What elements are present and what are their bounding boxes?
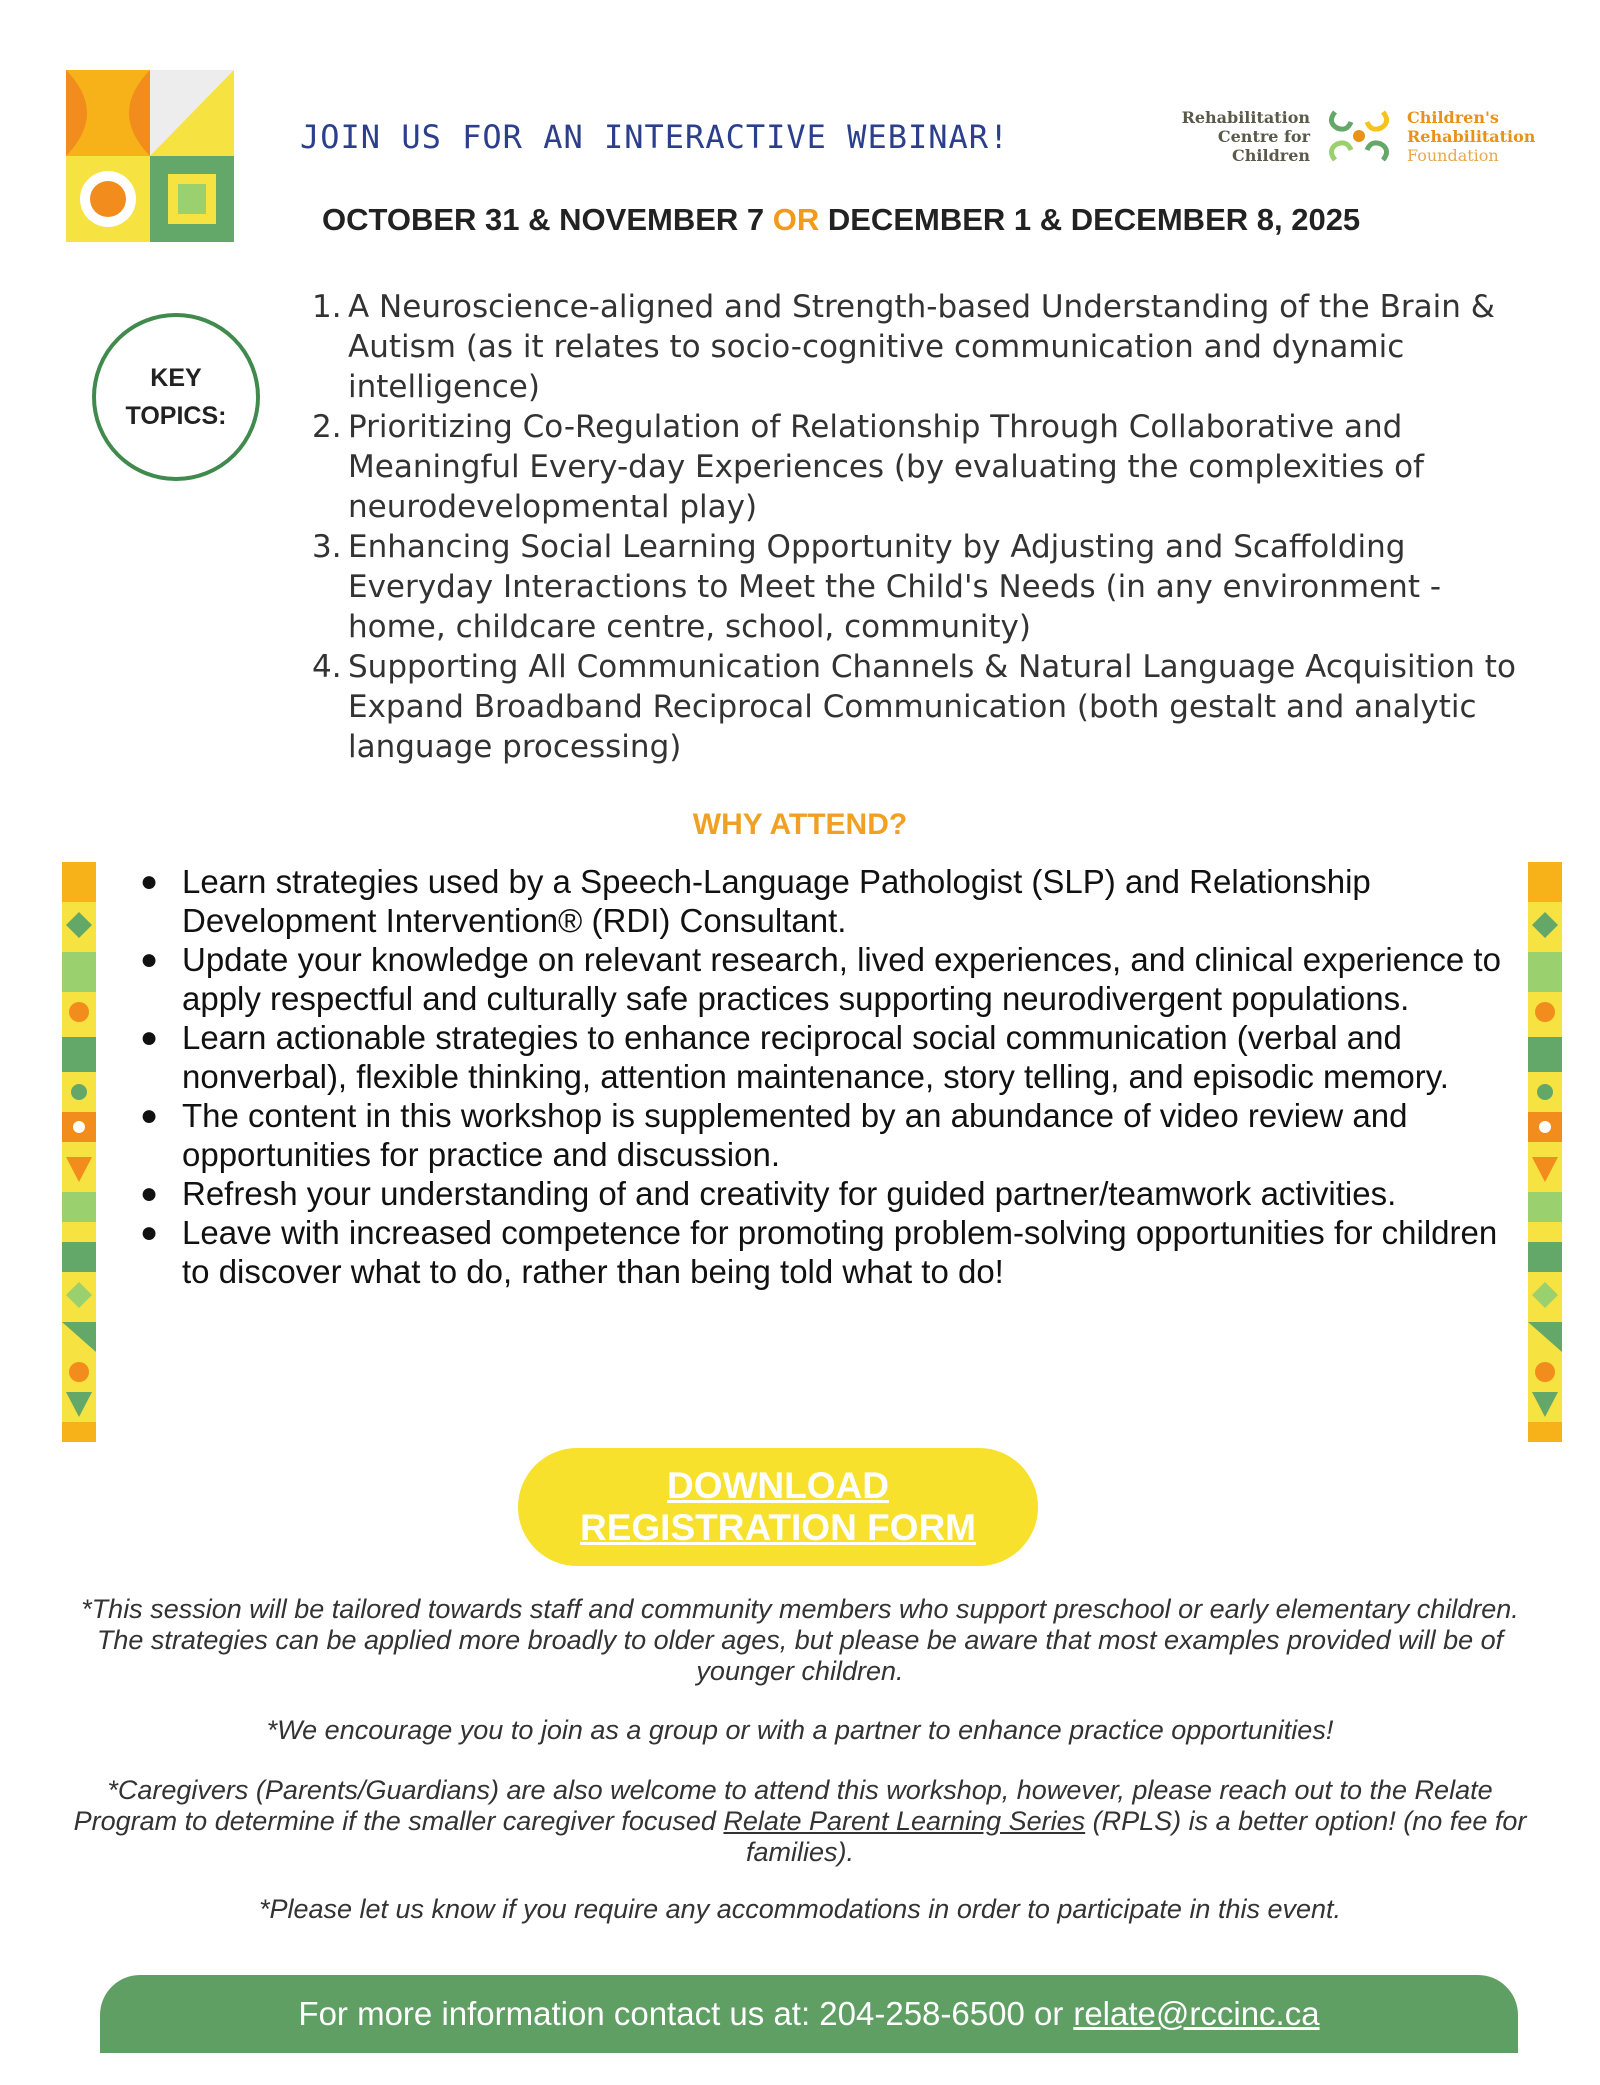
rpls-link[interactable]: Relate Parent Learning Series — [723, 1806, 1086, 1836]
bullet-icon: ● — [140, 1021, 159, 1054]
key-topics-list — [312, 287, 1542, 767]
list-item: ● Update your knowledge on relevant research, lived experiences, and clinical experience to apply respectful and culturally safe practices supporting neurodivergent populations. — [140, 941, 1501, 1017]
org-name-foundation: Children's Rehabilitation Foundation — [1407, 108, 1536, 165]
webinar-headline: JOIN US FOR AN INTERACTIVE WEBINAR! — [300, 118, 1010, 156]
contact-email-link[interactable]: relate@rccinc.ca — [1073, 1995, 1320, 2032]
list-item: 1. A Neuroscience-aligned and Strength-based Understanding of the Brain & Autism (as it relates to socio-cognitive communication and dynamic intelligence) — [312, 289, 1495, 405]
download-registration-form-button[interactable]: DOWNLOAD REGISTRATION FORM — [518, 1448, 1038, 1566]
contact-banner: For more information contact us at: 204-258-6500 or relate@rccinc.ca — [100, 1975, 1518, 2053]
decorative-pattern-strip-left — [62, 862, 96, 1442]
bullet-icon: ● — [140, 865, 159, 898]
list-item: ● The content in this workshop is supplemented by an abundance of video review and opportunities for practice and discussion. — [140, 1097, 1408, 1173]
org-name-rcc: Rehabilitation Centre for Children — [1181, 108, 1310, 165]
org-logo-mark-icon — [1325, 104, 1393, 168]
decorative-logo-tile — [66, 70, 234, 242]
note-group: *We encourage you to join as a group or with a partner to enhance practice opportunities! — [266, 1715, 1334, 1745]
bullet-icon: ● — [140, 943, 159, 976]
list-item: 2. Prioritizing Co-Regulation of Relationship Through Collaborative and Meaningful Every-day Experiences (by evaluating the complexities of neurodevelopmental play) — [312, 409, 1424, 525]
list-item: ● Leave with increased competence for promoting problem-solving opportunities for children to discover what to do, rather than being told what to do! — [140, 1214, 1498, 1290]
note-audience: *This session will be tailored towards staff and community members who support preschool or early elementary children. The strategies can be applied more broadly to older ages, but please be aware that most examples provided will be of younger children. — [81, 1594, 1519, 1686]
bullet-icon: ● — [140, 1216, 159, 1249]
bullet-icon: ● — [140, 1099, 159, 1132]
why-attend-list — [140, 862, 1510, 1291]
list-item: 4. Supporting All Communication Channels & Natural Language Acquisition to Expand Broadband Reciprocal Communication (both gestalt and analytic language processing) — [312, 649, 1516, 765]
list-item: ● Refresh your understanding of and creativity for guided partner/teamwork activities. — [140, 1175, 1397, 1212]
key-topics-badge: KEY TOPICS: — [92, 313, 260, 481]
event-dates: OCTOBER 31 & NOVEMBER 7 OR DECEMBER 1 & DECEMBER 8, 2025 — [322, 202, 1361, 237]
list-item: 3. Enhancing Social Learning Opportunity by Adjusting and Scaffolding Everyday Interactions to Meet the Child's Needs (in any environment - home, childcare centre, school, community) — [312, 529, 1442, 645]
note-caregivers: *Caregivers (Parents/Guardians) are also welcome to attend this workshop, however, please reach out to the Relate Program to determine if the smaller caregiver focused Relate Parent Learning Series (RPLS) is a better option! (no fee for families). — [73, 1775, 1527, 1867]
list-item: ● Learn actionable strategies to enhance reciprocal social communication (verbal and nonverbal), flexible thinking, attention maintenance, story telling, and episodic memory. — [140, 1019, 1449, 1095]
decorative-pattern-strip-right — [1528, 862, 1562, 1442]
why-attend-heading: WHY ATTEND? — [692, 808, 908, 841]
list-item: ● Learn strategies used by a Speech-Language Pathologist (SLP) and Relationship Development Intervention® (RDI) Consultant. — [140, 863, 1371, 939]
note-accommodations: *Please let us know if you require any accommodations in order to participate in this event. — [258, 1894, 1342, 1924]
bullet-icon: ● — [140, 1177, 159, 1210]
